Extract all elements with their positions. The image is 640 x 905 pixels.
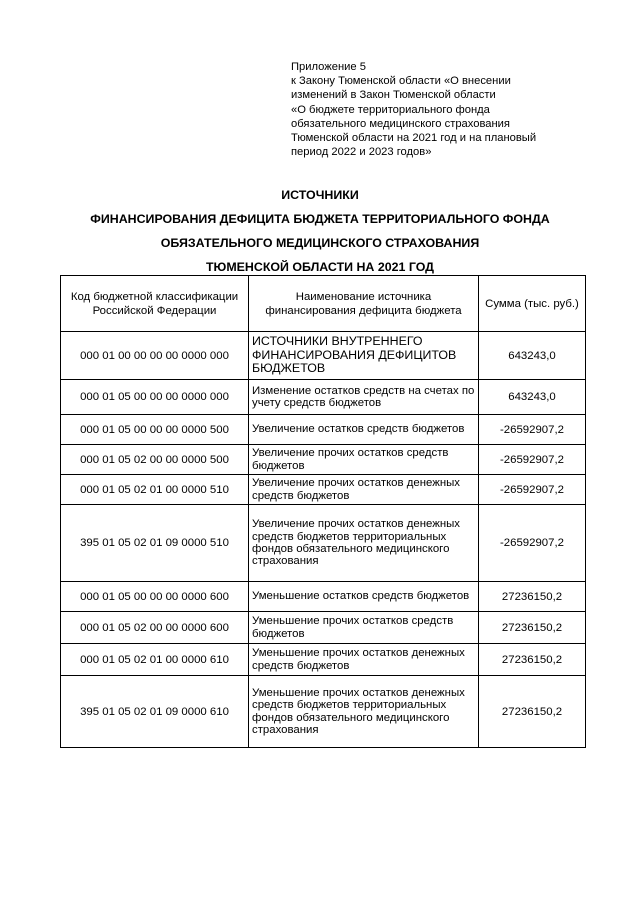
title-line: ИСТОЧНИКИ — [281, 188, 359, 202]
header-sum: Сумма (тыс. руб.) — [479, 276, 586, 332]
title-line: ОБЯЗАТЕЛЬНОГО МЕДИЦИНСКОГО СТРАХОВАНИЯ — [160, 236, 480, 250]
table-row — [61, 445, 586, 475]
cell-code: 000 01 05 00 00 00 0000 600 — [61, 582, 249, 612]
cell-name: ИСТОЧНИКИ ВНУТРЕННЕГО ФИНАНСИРОВАНИЯ ДЕФИЦИТОВ БЮДЖЕТОВ — [249, 332, 479, 380]
cell-code: 000 01 05 02 00 00 0000 500 — [61, 445, 249, 475]
appendix-note — [291, 60, 591, 159]
cell-name: Увеличение прочих остатков денежных средств бюджетов — [249, 475, 479, 505]
cell-name: Увеличение прочих остатков денежных средств бюджетов территориальных фондов обязательного медицинского страхования — [249, 505, 479, 582]
cell-name: Уменьшение прочих остатков денежных средств бюджетов — [249, 644, 479, 676]
cell-name: Уменьшение прочих остатков денежных средств бюджетов территориальных фондов обязательного медицинского страхования — [249, 676, 479, 748]
cell-name: Уменьшение остатков средств бюджетов — [249, 582, 479, 612]
cell-sum: -26592907,2 — [479, 475, 586, 505]
table-row — [61, 676, 586, 748]
cell-sum: 643243,0 — [479, 332, 586, 380]
appendix-line: обязательного медицинского страхования — [291, 117, 510, 130]
cell-sum: -26592907,2 — [479, 415, 586, 445]
title-line: ТЮМЕНСКОЙ ОБЛАСТИ НА 2021 ГОД — [205, 260, 434, 274]
cell-name: Увеличение прочих остатков средств бюджетов — [249, 445, 479, 475]
table-row — [61, 582, 586, 612]
table-row — [61, 612, 586, 644]
cell-sum: 643243,0 — [479, 380, 586, 415]
cell-code: 000 01 05 02 01 00 0000 610 — [61, 644, 249, 676]
cell-sum: 27236150,2 — [479, 612, 586, 644]
financing-sources-table — [60, 275, 586, 748]
cell-code: 395 01 05 02 01 09 0000 510 — [61, 505, 249, 582]
appendix-line: Приложение 5 — [291, 61, 366, 73]
title-line: ФИНАНСИРОВАНИЯ ДЕФИЦИТА БЮДЖЕТА ТЕРРИТОРИАЛЬНОГО ФОНДА — [90, 212, 550, 226]
cell-code: 395 01 05 02 01 09 0000 610 — [61, 676, 249, 748]
cell-sum: 27236150,2 — [479, 582, 586, 612]
cell-name: Уменьшение прочих остатков средств бюджетов — [249, 612, 479, 644]
table-row — [61, 644, 586, 676]
document-title — [40, 183, 600, 279]
cell-sum: -26592907,2 — [479, 445, 586, 475]
table-row — [61, 415, 586, 445]
cell-name: Увеличение остатков средств бюджетов — [249, 415, 479, 445]
cell-name: Изменение остатков средств на счетах по учету средств бюджетов — [249, 380, 479, 415]
cell-code: 000 01 00 00 00 00 0000 000 — [61, 332, 249, 380]
table-row — [61, 475, 586, 505]
cell-code: 000 01 05 00 00 00 0000 500 — [61, 415, 249, 445]
cell-sum: -26592907,2 — [479, 505, 586, 582]
appendix-line: «О бюджете территориального фонда — [291, 103, 490, 116]
table-row — [61, 380, 586, 415]
cell-sum: 27236150,2 — [479, 676, 586, 748]
header-name: Наименование источника финансирования дефицита бюджета — [249, 276, 479, 332]
table-row — [61, 332, 586, 380]
cell-code: 000 01 05 00 00 00 0000 000 — [61, 380, 249, 415]
table-header-row — [61, 276, 586, 332]
cell-code: 000 01 05 02 00 00 0000 600 — [61, 612, 249, 644]
header-code: Код бюджетной классификации Российской Федерации — [61, 276, 249, 332]
appendix-line: Тюменской области на 2021 год и на плановый — [291, 132, 537, 145]
cell-sum: 27236150,2 — [479, 644, 586, 676]
cell-code: 000 01 05 02 01 00 0000 510 — [61, 475, 249, 505]
appendix-line: изменений в Закон Тюменской области — [291, 89, 496, 102]
table-row — [61, 505, 586, 582]
appendix-line: к Закону Тюменской области «О внесении — [291, 75, 511, 88]
appendix-line: период 2022 и 2023 годов» — [291, 146, 432, 159]
